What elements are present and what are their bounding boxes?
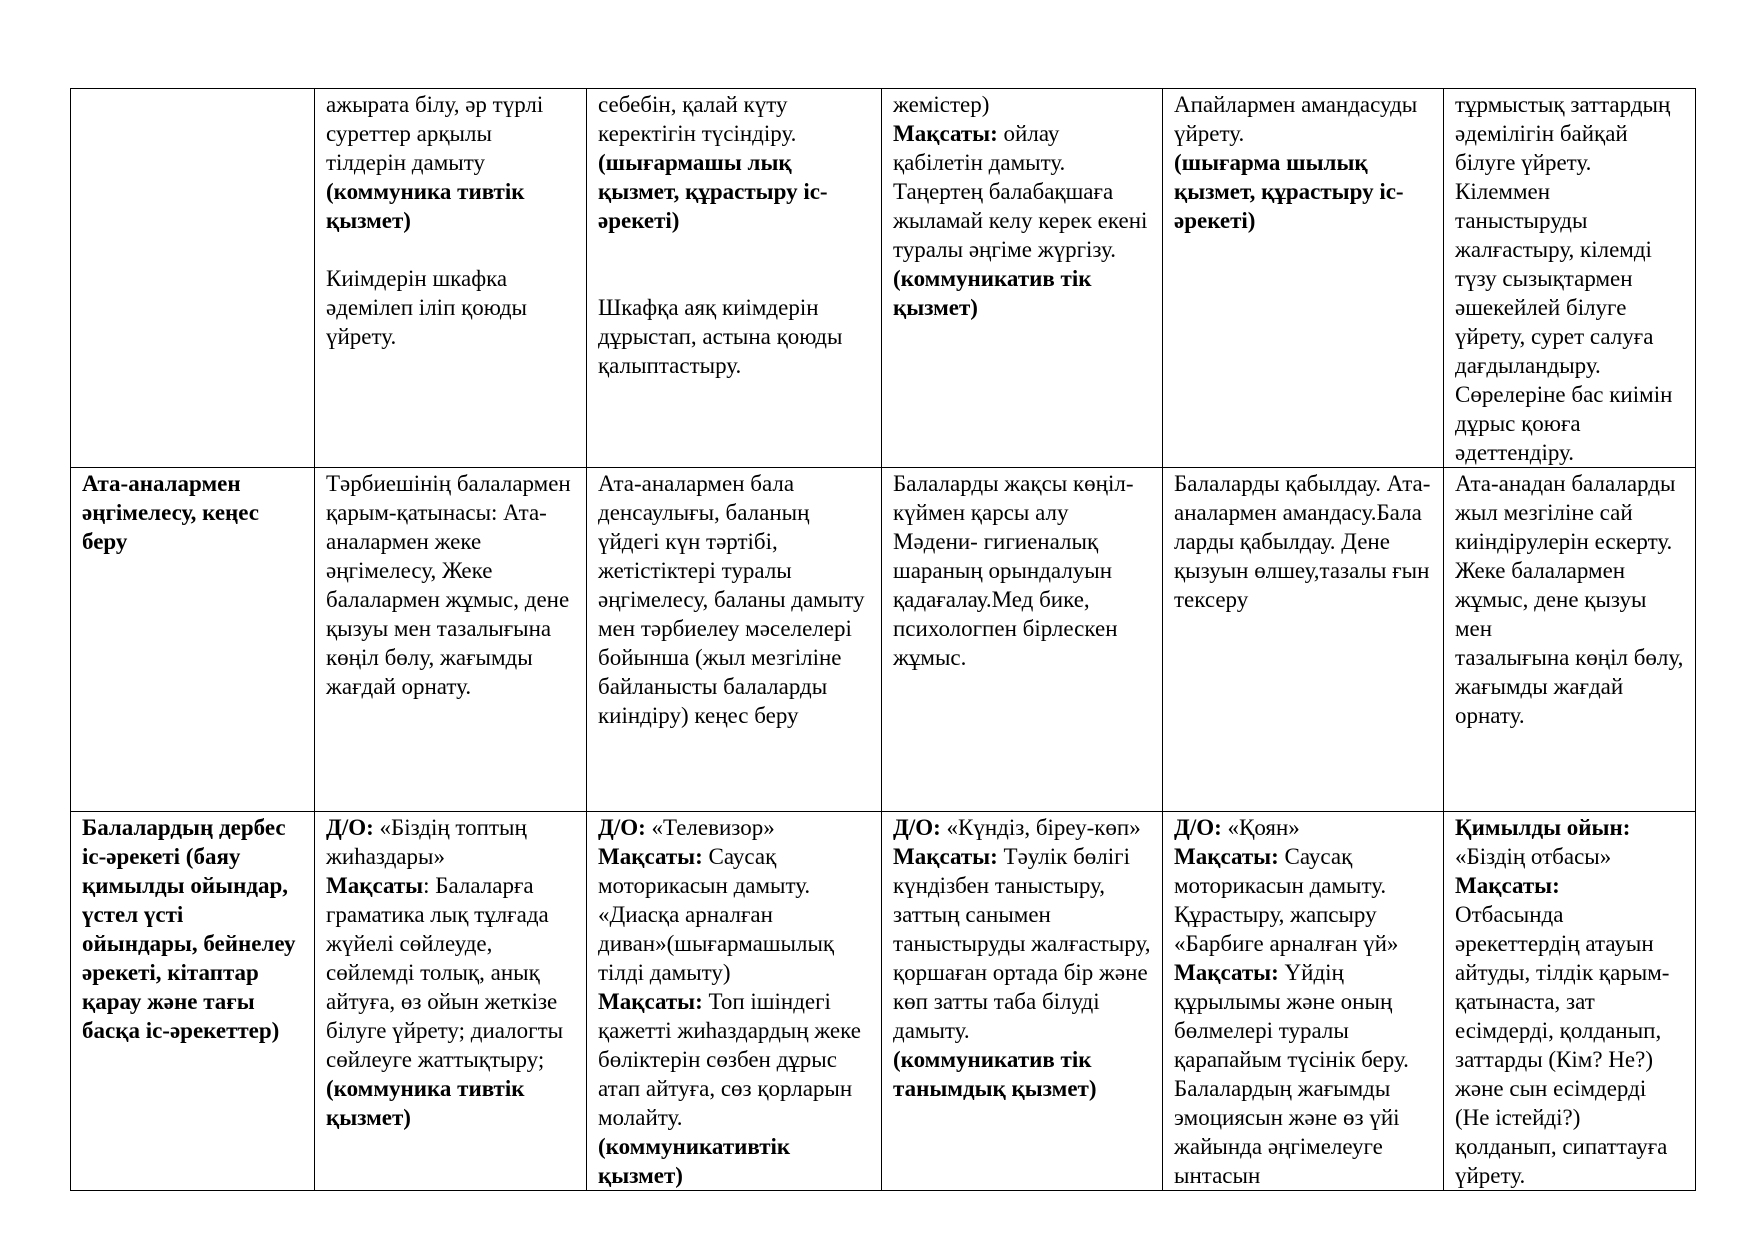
table-cell <box>315 89 587 468</box>
cell-text: жемістер) <box>893 92 990 117</box>
table-cell <box>882 812 1163 1191</box>
cell-text: тұрмыстық заттардың әдемілігін байқай білуге үйрету. Кілеммен таныстыруды жалғастыру, кілемді түзу сызықтармен әшекейлей білуге үйрету, сурет салуға дағдыландыру. Сөрелеріне бас киімін дұрыс қоюға әдеттендіру. <box>1455 92 1673 465</box>
cell-paragraph <box>893 469 1151 672</box>
cell-text: Киімдерін шкафка әдемілеп іліп қоюды үйрету. <box>326 266 527 349</box>
cell-text: : Балаларға граматика лық тұлғада жүйелі сөйлеуде, сөйлемді толық, анық айтуға, өз ойын жеткізе білуге үйрету; диалогты сөйлеуге жаттықтыру; <box>326 873 564 1072</box>
cell-paragraph <box>1455 469 1684 556</box>
table-cell <box>1163 468 1444 812</box>
bold-text: (коммуникатив тік қызмет) <box>893 266 1092 320</box>
cell-text: «Күндіз, біреу-көп» <box>940 815 1141 840</box>
cell-text: «Қоян» <box>1221 815 1300 840</box>
paragraph-gap <box>598 235 870 264</box>
table-cell <box>882 468 1163 812</box>
cell-paragraph <box>1174 958 1432 1190</box>
cell-paragraph <box>893 813 1151 842</box>
paragraph-gap <box>598 264 870 293</box>
cell-text: Ата-анадан балаларды жыл мезгіліне сай киіндірулерін ескерту. <box>1455 471 1676 554</box>
cell-paragraph <box>1174 842 1432 958</box>
cell-text: Отбасында әрекеттердің атауын айтуды, тілдік қарым-қатынаста, зат есімдерді, қолданып, заттарды (Кім? Не?) және сын есімдерді (Не істейді?) қолданып, сипаттауға үйрету. <box>1455 902 1670 1188</box>
cell-text: Топ ішіндегі қажетті жиһаздардың жеке бөліктерін сөзбен дұрыс атап айтуға, сөз қорларын молайту. <box>598 989 861 1130</box>
table-cell <box>882 89 1163 468</box>
table-cell <box>1444 812 1696 1191</box>
cell-text: Тәулік бөлігі күндізбен таныстыру, заттың санымен таныстыруды жалғастыру, қоршаған ортада бір және көп затты таба білуді дамыту. <box>893 844 1151 1043</box>
cell-text: Жеке балалармен жұмыс, дене қызуы мен <box>1455 558 1647 641</box>
paragraph-gap <box>326 235 575 264</box>
cell-paragraph <box>598 900 870 987</box>
cell-paragraph <box>326 1074 575 1132</box>
cell-paragraph <box>893 1045 1151 1103</box>
cell-text: Шкафқа аяқ киімдерін дұрыстап, астына қоюды қалыптастыру. <box>598 295 843 378</box>
bold-text: Қимылды ойын: <box>1455 815 1631 840</box>
bold-text: Д/О: <box>1174 815 1222 840</box>
bold-text: Мақсаты: <box>1174 844 1279 869</box>
cell-paragraph <box>1455 900 1684 1190</box>
cell-paragraph <box>1174 90 1432 148</box>
cell-paragraph <box>893 119 1151 264</box>
cell-paragraph <box>598 293 870 380</box>
cell-paragraph <box>598 90 870 148</box>
cell-text: тазалығына көңіл бөлу, жағымды жағдай орнату. <box>1455 645 1684 728</box>
bold-text: (коммуникативтік қызмет) <box>598 1134 791 1188</box>
bold-text: Мақсаты: <box>598 989 703 1014</box>
row-label-cell <box>71 89 315 468</box>
cell-text: «Телевизор» <box>645 815 775 840</box>
table-cell <box>587 812 882 1191</box>
bold-text: Д/О: <box>598 815 646 840</box>
table-row <box>71 812 1696 1191</box>
bold-text: (коммуника тивтік қызмет) <box>326 1076 525 1130</box>
cell-paragraph <box>1174 469 1432 614</box>
cell-paragraph <box>326 90 575 177</box>
cell-paragraph <box>1455 90 1684 467</box>
cell-paragraph <box>598 842 870 900</box>
table-cell <box>587 89 882 468</box>
cell-paragraph <box>1455 871 1684 900</box>
bold-text: (шығармашы лық қызмет, құрастыру іс-әрекеті) <box>598 150 828 233</box>
cell-text: Апайлармен амандасуды үйрету. <box>1174 92 1418 146</box>
bold-text: (шығарма шылық қызмет, құрастыру іс-әрекеті) <box>1174 150 1404 233</box>
row-label: Ата-аналармен әңгімелесу, кеңес беру <box>82 471 260 554</box>
cell-paragraph <box>598 469 870 730</box>
table-cell <box>315 468 587 812</box>
bold-text: Д/О: <box>326 815 374 840</box>
cell-paragraph <box>598 1132 870 1190</box>
cell-paragraph <box>598 987 870 1132</box>
table-cell <box>1444 89 1696 468</box>
cell-paragraph <box>326 813 575 871</box>
bold-text: Мақсаты: <box>893 121 998 146</box>
table-row <box>71 468 1696 812</box>
table-row <box>71 89 1696 468</box>
bold-text: Д/О: <box>893 815 941 840</box>
cell-text: Тәрбиешінің балалармен қарым-қатынасы: Ата-аналармен жеке әңгімелесу, Жеке балалармен жұмыс, дене қызуы мен тазалығына көңіл бөлу, жағымды жағдай орнату. <box>326 471 571 699</box>
cell-text: Балаларды қабылдау. Ата-аналармен амандасу.Бала ларды қабылдау. Дене қызуын өлшеу,тазалы ғын тексеру <box>1174 471 1431 612</box>
cell-text: «Біздің топтың жиһаздары» <box>326 815 527 869</box>
cell-text: «Диасқа арналған диван»(шығармашылық тілді дамыту) <box>598 902 835 985</box>
cell-paragraph <box>598 813 870 842</box>
table-cell <box>1444 468 1696 812</box>
cell-paragraph <box>598 148 870 235</box>
cell-text: Саусақ моторикасын дамыту. <box>598 844 811 898</box>
table-cell <box>315 812 587 1191</box>
table-cell <box>587 468 882 812</box>
bold-text: Мақсаты: <box>893 844 998 869</box>
cell-text: Саусақ моторикасын дамыту. Құрастыру, жапсыру «Барбиге арналған үй» <box>1174 844 1399 956</box>
cell-paragraph <box>326 177 575 235</box>
cell-text: Балаларды жақсы көңіл-күймен қарсы алу Мәдени- гигиеналық шараның орындалуын қадағалау.Мед бике, психологпен бірлескен жұмыс. <box>893 471 1134 670</box>
lesson-plan-table <box>70 88 1696 1191</box>
cell-paragraph <box>1174 148 1432 235</box>
row-label: Балалардың дербес іс-әрекеті (баяу қимылды ойындар, үстел үсті ойындары, бейнелеу әрекеті, кітаптар қарау және тағы басқа іс-әрекеттер) <box>82 815 296 1043</box>
cell-paragraph <box>893 90 1151 119</box>
cell-text: Ата-аналармен бала денсаулығы, баланың үйдегі күн тәртібі, жетістіктері туралы әңгімелесу, баланы дамыту мен тәрбиелеу мәселелері бойынша (жыл мезгіліне байланысты балаларды киіндіру) кеңес беру <box>598 471 865 728</box>
bold-text: Мақсаты: <box>1174 960 1279 985</box>
row-label-cell <box>71 812 315 1191</box>
cell-paragraph <box>893 264 1151 322</box>
table-cell <box>1163 812 1444 1191</box>
row-label-cell <box>71 468 315 812</box>
cell-paragraph <box>1455 643 1684 730</box>
table-cell <box>1163 89 1444 468</box>
cell-text: «Біздің отбасы» <box>1455 844 1612 869</box>
bold-text: Мақсаты: <box>598 844 703 869</box>
cell-paragraph <box>893 842 1151 1045</box>
cell-paragraph <box>326 469 575 701</box>
cell-paragraph <box>1455 842 1684 871</box>
cell-text: Үйдің құрылымы және оның бөлмелері туралы қарапайым түсінік беру. Балалардың жағымды эмоциясын және өз үйі жайында әңгімелеуге ынтасын <box>1174 960 1409 1188</box>
cell-text: ойлау қабілетін дамыту. Таңертең балабақшаға жыламай келу керек екені туралы әңгіме жүргізу. <box>893 121 1148 262</box>
bold-text: (коммуникатив тік танымдық қызмет) <box>893 1047 1097 1101</box>
cell-paragraph <box>1455 813 1684 842</box>
cell-paragraph <box>326 264 575 351</box>
bold-text: Мақсаты: <box>1455 873 1560 898</box>
bold-text: Мақсаты <box>326 873 424 898</box>
cell-paragraph <box>326 871 575 1074</box>
cell-paragraph <box>1455 556 1684 643</box>
cell-text: себебін, қалай күту керектігін түсіндіру. <box>598 92 797 146</box>
cell-text: ажырата білу, әр түрлі суреттер арқылы тілдерін дамыту <box>326 92 544 175</box>
bold-text: (коммуника тивтік қызмет) <box>326 179 525 233</box>
cell-paragraph <box>1174 813 1432 842</box>
